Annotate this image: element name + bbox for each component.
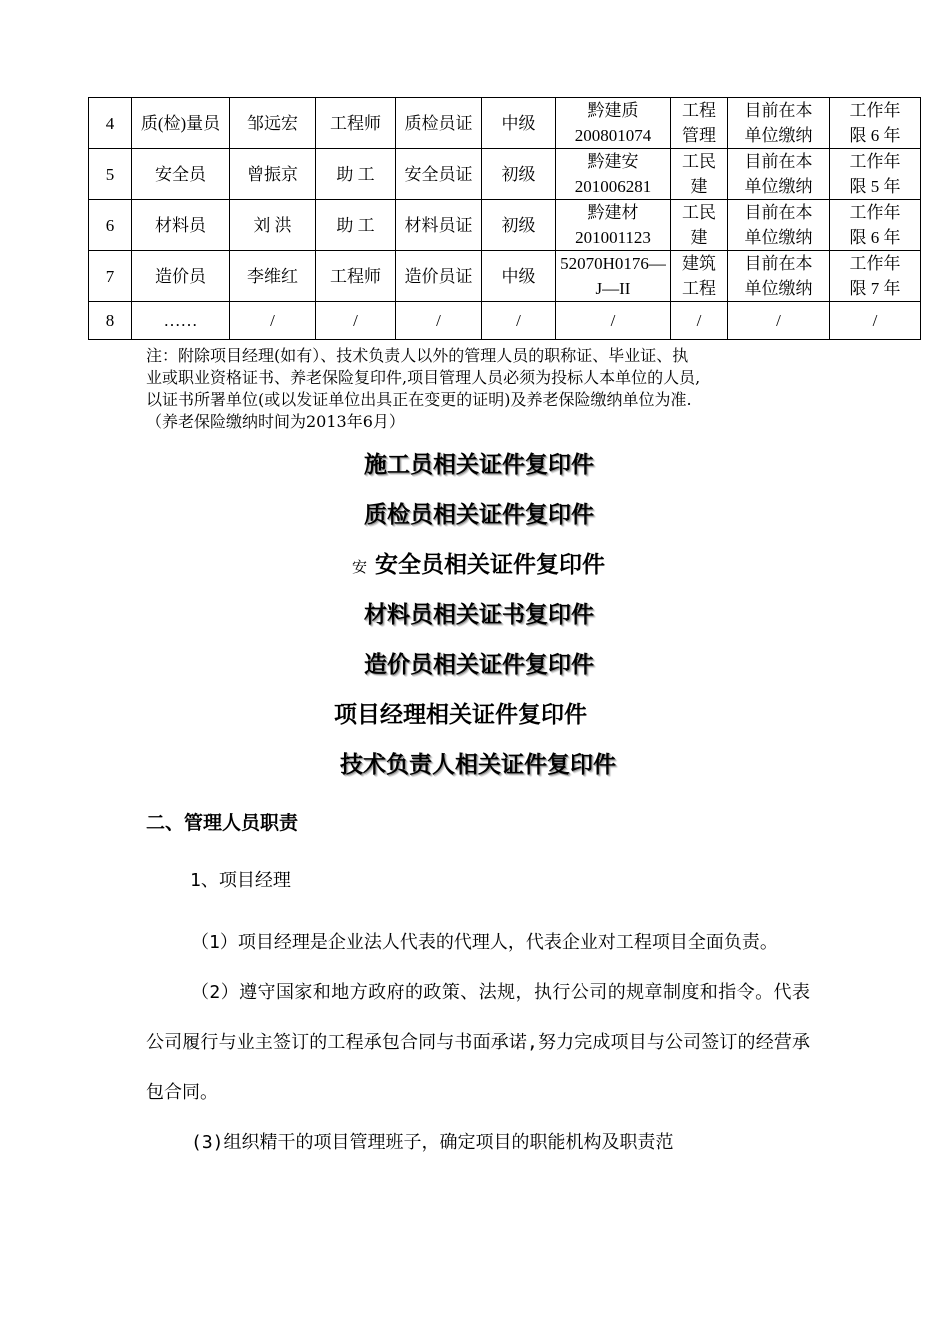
cell-text: 刘 洪	[253, 215, 292, 235]
table-cell-major	[671, 200, 728, 251]
table-cell-no	[89, 302, 132, 340]
table-row	[89, 302, 921, 340]
table-cell-level	[482, 98, 556, 149]
cell-text: /	[436, 310, 441, 330]
note-line: 注：附除项目经理(如有）、技术负责人以外的管理人员的职称证、毕业证、执	[146, 346, 689, 365]
table-cell-years	[830, 200, 921, 251]
table-cell-major	[671, 149, 728, 200]
cell-text: ……	[163, 310, 198, 330]
table-cell-cert-no	[556, 149, 671, 200]
cell-text: 工民 建	[682, 203, 716, 247]
table-cell-years	[830, 302, 921, 340]
table-cell-name	[230, 149, 316, 200]
cell-text: 中级	[501, 113, 536, 133]
heading-technical-lead-copies: 技术负责人相关证件复印件	[340, 752, 616, 778]
cell-text: 造价员	[155, 266, 206, 286]
table-cell-role	[132, 200, 230, 251]
table-cell-years	[830, 149, 921, 200]
table-cell-title	[316, 200, 396, 251]
cell-text: 质检员证	[404, 113, 473, 133]
cell-text: 工程 管理	[682, 101, 716, 145]
table-cell-insurance	[728, 149, 830, 200]
cell-text: 黔建安 201006281	[574, 152, 652, 196]
cell-text: 工作年 限 5 年	[849, 152, 901, 196]
table-cell-no	[89, 200, 132, 251]
subsection-title: 1、项目经理	[190, 870, 291, 891]
table-cell-name	[230, 200, 316, 251]
section-title: 二、管理人员职责	[146, 812, 299, 834]
table-cell-cert	[396, 149, 482, 200]
table-cell-title	[316, 149, 396, 200]
table-cell-cert	[396, 251, 482, 302]
cell-text: 6	[105, 215, 115, 235]
table-note	[146, 345, 826, 433]
heading-quality-inspector-copies: 质检员相关证件复印件	[364, 502, 594, 528]
table-cell-cert-no	[556, 98, 671, 149]
table-cell-role	[132, 98, 230, 149]
table-cell-role	[132, 149, 230, 200]
table-cell-name	[230, 251, 316, 302]
table-cell-name	[230, 98, 316, 149]
cell-text: 目前在本 单位缴纳	[744, 152, 813, 196]
cell-text: 助 工	[336, 215, 375, 235]
cell-text: 目前在本 单位缴纳	[744, 203, 813, 247]
cell-text: /	[872, 310, 878, 330]
note-line: （养老保险缴纳时间为2013年6月）	[146, 412, 405, 431]
table-cell-major	[671, 251, 728, 302]
cell-text: 材料员证	[404, 215, 473, 235]
heading-text: 安全员相关证件复印件	[375, 552, 606, 578]
table-cell-no	[89, 149, 132, 200]
cell-text: 目前在本 单位缴纳	[744, 101, 813, 145]
table-cell-cert	[396, 98, 482, 149]
heading-cost-estimator-copies: 造价员相关证件复印件	[364, 652, 594, 678]
cell-text: 材料员	[155, 215, 206, 235]
table-cell-name	[230, 302, 316, 340]
table-cell-level	[482, 149, 556, 200]
table-cell-cert-no	[556, 302, 671, 340]
cell-text: 黔建质 200801074	[574, 101, 652, 145]
table-cell-major	[671, 302, 728, 340]
annotation-mark: 安	[352, 558, 368, 576]
cell-text: 目前在本 单位缴纳	[744, 254, 813, 298]
cell-text: /	[270, 310, 275, 330]
heading-project-manager-copies: 项目经理相关证件复印件	[334, 702, 587, 728]
cell-text: /	[696, 310, 702, 330]
duty-paragraph: （2）遵守国家和地方政府的政策、法规，执行公司的规章制度和指令。代表公司履行与业主签订的工程承包合同与书面承诺,努力完成项目与公司签订的经营承包合同。	[146, 982, 810, 1103]
table-row	[89, 98, 921, 149]
cell-text: 4	[105, 113, 115, 133]
table-cell-level	[482, 251, 556, 302]
table-row	[89, 251, 921, 302]
cell-text: /	[516, 310, 521, 330]
table-cell-level	[482, 200, 556, 251]
table-cell-insurance	[728, 98, 830, 149]
cell-text: 中级	[501, 266, 536, 286]
cell-text: 造价员证	[404, 266, 473, 286]
duties-body	[146, 918, 810, 1168]
table-cell-years	[830, 251, 921, 302]
cell-text: 工作年 限 6 年	[849, 203, 901, 247]
note-line: 业或职业资格证书、养老保险复印件,项目管理人员必须为投标人本单位的人员,	[146, 368, 701, 387]
cell-text: 5	[105, 164, 115, 184]
table-cell-role	[132, 302, 230, 340]
table-cell-title	[316, 302, 396, 340]
table-cell-no	[89, 251, 132, 302]
cell-text: 7	[105, 266, 115, 286]
cell-text: 安全员证	[404, 164, 473, 184]
cell-text: 质(检)量员	[140, 113, 221, 133]
cell-text: 工程师	[330, 113, 381, 133]
staff-table	[88, 97, 921, 340]
cell-text: 工程师	[330, 266, 381, 286]
cell-text: /	[610, 310, 616, 330]
duty-paragraph: （1）项目经理是企业法人代表的代理人，代表企业对工程项目全面负责。	[191, 932, 778, 953]
table-row	[89, 149, 921, 200]
table-cell-cert	[396, 200, 482, 251]
table-cell-cert-no	[556, 200, 671, 251]
cell-text: 黔建材 201001123	[575, 203, 651, 247]
note-line: 以证书所署单位(或以发证单位出具正在变更的证明)及养老保险缴纳单位为准.	[146, 390, 692, 409]
cell-text: 安全员	[155, 164, 206, 184]
table-cell-role	[132, 251, 230, 302]
table-cell-years	[830, 98, 921, 149]
cell-text: 助 工	[336, 164, 375, 184]
cell-text: 曾振京	[247, 164, 298, 184]
cell-text: 初级	[501, 215, 536, 235]
cell-text: 邹远宏	[247, 113, 298, 133]
cell-text: 8	[105, 310, 115, 330]
cell-text: 工作年 限 6 年	[849, 101, 901, 145]
table-cell-major	[671, 98, 728, 149]
table-cell-cert	[396, 302, 482, 340]
heading-safety-officer-copies	[352, 546, 605, 579]
cell-text: 初级	[501, 164, 536, 184]
cell-text: 工作年 限 7 年	[849, 254, 901, 298]
heading-material-officer-copies: 材料员相关证书复印件	[364, 602, 594, 628]
cell-text: 工民 建	[682, 152, 716, 196]
table-row	[89, 200, 921, 251]
cell-text: /	[776, 310, 781, 330]
table-cell-no	[89, 98, 132, 149]
table-cell-title	[316, 251, 396, 302]
cell-text: /	[353, 310, 358, 330]
heading-construction-worker-copies: 施工员相关证件复印件	[364, 452, 594, 478]
duty-paragraph: (3)组织精干的项目管理班子，确定项目的职能机构及职责范	[191, 1132, 674, 1153]
table-cell-insurance	[728, 302, 830, 340]
table-cell-level	[482, 302, 556, 340]
table-cell-cert-no	[556, 251, 671, 302]
table-cell-insurance	[728, 200, 830, 251]
cell-text: 李维红	[247, 266, 298, 286]
cell-text: 建筑 工程	[682, 254, 716, 298]
table-cell-insurance	[728, 251, 830, 302]
table-cell-title	[316, 98, 396, 149]
cell-text: 52070H0176— J—II	[560, 254, 666, 298]
